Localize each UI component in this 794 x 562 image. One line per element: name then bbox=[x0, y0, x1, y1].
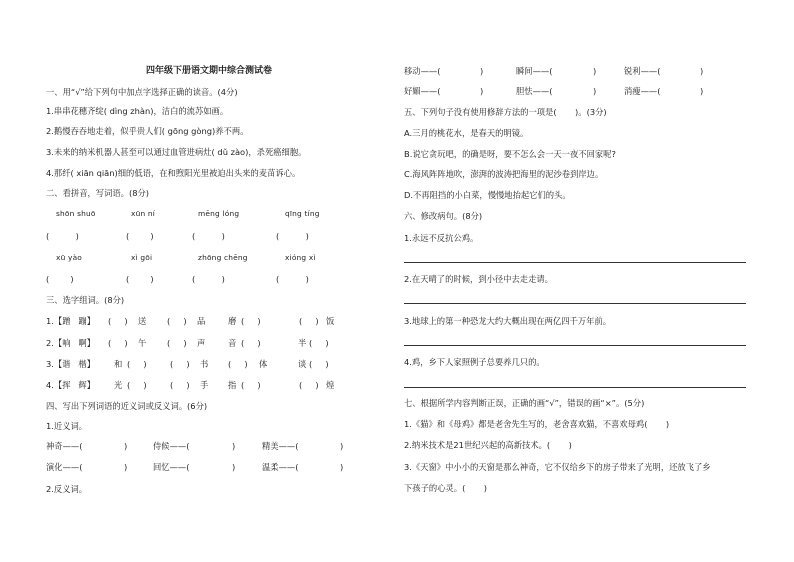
s3-paren[interactable]: ( ) bbox=[170, 359, 190, 369]
answer-paren-2[interactable]: ( ) bbox=[126, 231, 154, 241]
pinyin-6: xì gōi bbox=[131, 253, 153, 262]
s6-item-3: 3.地球上的第一种恐龙大约大概出现在两亿四千万年前。 bbox=[404, 316, 612, 326]
s4-close: ) bbox=[124, 441, 128, 451]
pinyin-1: shōn shuō bbox=[56, 209, 96, 218]
antonym-word: 瞬间——( bbox=[516, 66, 553, 76]
s3-word: 送 bbox=[138, 316, 147, 326]
answer-paren-7[interactable]: ( ) bbox=[192, 274, 225, 284]
s3-row-3-chars: 3.【谐 楷】 bbox=[46, 359, 96, 369]
answer-paren-3[interactable]: ( ) bbox=[192, 231, 225, 241]
s5-option-c: C.海风阵阵地吹，澎湃的波涛把海里的泥沙卷到岸边。 bbox=[404, 169, 604, 179]
s4-word: 演化——( bbox=[46, 462, 83, 472]
s4-word: 神奇——( bbox=[46, 441, 83, 451]
section-6-heading: 六、修改病句。(8分) bbox=[404, 211, 483, 221]
antonym-close: ) bbox=[593, 66, 597, 76]
section-5-heading: 五、下列句子没有使用修辞方法的一项是( )。(3分) bbox=[404, 107, 607, 117]
s4-close: ) bbox=[340, 441, 344, 451]
antonym-word: 锐利——( bbox=[624, 66, 661, 76]
s3-paren[interactable]: ( ) bbox=[309, 338, 329, 348]
answer-line[interactable] bbox=[404, 303, 746, 304]
answer-paren-8[interactable]: ( ) bbox=[276, 274, 309, 284]
s4-close: ) bbox=[232, 441, 236, 451]
s1-item-2: 2.鹅慢吞吞地走着，似乎贵人们( gōng gòng)养不两。 bbox=[46, 126, 249, 136]
s3-row-1-chars: 1.【蹭 蹦】 bbox=[46, 316, 96, 326]
s3-paren[interactable]: ( ) bbox=[309, 359, 329, 369]
s3-paren[interactable]: ( ) bbox=[241, 316, 261, 326]
antonym-close: ) bbox=[700, 66, 704, 76]
s3-word: 饭 bbox=[326, 316, 335, 326]
s7-item-2: 2.纳米技术是21世纪兴起的高新技术。( ) bbox=[404, 440, 572, 450]
s3-paren[interactable]: ( ) bbox=[127, 380, 147, 390]
s3-paren[interactable]: ( ) bbox=[167, 316, 187, 326]
pinyin-4: qīng tíng bbox=[285, 209, 320, 218]
s3-row-2-chars: 2.【响 啊】 bbox=[46, 338, 96, 348]
s3-paren[interactable]: ( ) bbox=[127, 359, 147, 369]
antonym-close: ) bbox=[480, 86, 484, 96]
answer-paren-4[interactable]: ( ) bbox=[276, 231, 309, 241]
section-7-heading: 七、根据所学内容判断正误，正确的画“√”，错误的画“×”。(5分) bbox=[404, 398, 645, 408]
s6-item-4: 4.鸡，乡下人家照例子总要养几只的。 bbox=[404, 357, 545, 367]
answer-paren-5[interactable]: ( ) bbox=[46, 274, 74, 284]
s4-word: 温柔——( bbox=[262, 462, 299, 472]
s3-paren[interactable]: ( ) bbox=[108, 338, 128, 348]
s3-word: 体 bbox=[259, 359, 268, 369]
s4-word: 精美——( bbox=[262, 441, 299, 451]
s3-word: 书 bbox=[200, 359, 209, 369]
section-1-heading: 一、用“√”给下列句中加点字选择正确的读音。(4分) bbox=[46, 87, 238, 97]
s4-close: ) bbox=[232, 462, 236, 472]
s3-paren[interactable]: ( ) bbox=[241, 338, 261, 348]
s3-paren[interactable]: ( ) bbox=[299, 380, 319, 390]
s4-close: ) bbox=[340, 462, 344, 472]
s3-word: 音 bbox=[228, 338, 237, 348]
s3-paren[interactable]: ( ) bbox=[170, 380, 190, 390]
s5-option-d: D.不再阻挡的小白菜，慢慢地抬起它们的头。 bbox=[404, 190, 571, 200]
section-4-heading: 四、写出下列词语的近义词或反义词。(6分) bbox=[46, 401, 208, 411]
s4-sub-2: 2.反义词。 bbox=[46, 484, 88, 494]
s3-word: 和 bbox=[114, 359, 123, 369]
s4-sub-1: 1.近义词。 bbox=[46, 421, 88, 431]
s3-paren[interactable]: ( ) bbox=[167, 338, 187, 348]
s6-item-1: 1.永远不反抗公鸡。 bbox=[404, 233, 479, 243]
section-2-heading: 二、看拼音，写词语。(8分) bbox=[46, 188, 150, 198]
s3-word: 午 bbox=[138, 338, 147, 348]
answer-line[interactable] bbox=[404, 262, 746, 263]
s3-paren[interactable]: ( ) bbox=[228, 359, 248, 369]
s3-paren[interactable]: ( ) bbox=[241, 380, 261, 390]
s3-word: 半 bbox=[298, 338, 307, 348]
antonym-word: 消瘦——( bbox=[624, 86, 661, 96]
section-3-heading: 三、选字组词。(8分) bbox=[46, 295, 125, 305]
s5-option-a: A.三月的桃花水，是春天的明镜。 bbox=[404, 128, 529, 138]
pinyin-7: zhōng chēng bbox=[198, 253, 248, 262]
s3-word: 品 bbox=[197, 316, 206, 326]
s4-word: 侍候——( bbox=[153, 441, 190, 451]
pinyin-5: xū yào bbox=[56, 253, 83, 262]
s7-item-1: 1.《猫》和《母鸡》都是老舍先生写的，老舍喜欢猫，不喜欢母鸡( ) bbox=[404, 419, 670, 429]
s3-word: 谈 bbox=[298, 359, 307, 369]
antonym-close: ) bbox=[480, 66, 484, 76]
s3-word: 手 bbox=[200, 380, 209, 390]
s3-paren[interactable]: ( ) bbox=[108, 316, 128, 326]
antonym-close: ) bbox=[700, 86, 704, 96]
s1-item-4: 4.那纤( xiān qiān)细的低语，在和煦阳光里被迫出头来的麦苗诉心。 bbox=[46, 168, 301, 178]
s3-word: 声 bbox=[197, 338, 206, 348]
s3-word: 光 bbox=[114, 380, 123, 390]
antonym-word: 移动——( bbox=[404, 66, 441, 76]
s3-word: 磨 bbox=[228, 316, 237, 326]
answer-paren-1[interactable]: ( ) bbox=[46, 231, 79, 241]
pinyin-8: xióng xì bbox=[285, 253, 316, 262]
answer-paren-6[interactable]: ( ) bbox=[126, 274, 154, 284]
s5-option-b: B.说它贪玩吧，的确是呀，要不怎么会一天一夜不回家呢? bbox=[404, 149, 616, 159]
answer-line[interactable] bbox=[404, 345, 746, 346]
s3-word: 煌 bbox=[326, 380, 335, 390]
s1-item-3: 3.未来的纳米机器人甚至可以通过血管进病灶( dǔ zào)，杀死癌细胞。 bbox=[46, 147, 307, 157]
antonym-close: ) bbox=[593, 86, 597, 96]
antonym-word: 好媚——( bbox=[404, 86, 441, 96]
pinyin-2: xūn ní bbox=[131, 209, 156, 218]
pinyin-3: mēng lóng bbox=[198, 209, 240, 218]
answer-line[interactable] bbox=[404, 387, 746, 388]
antonym-word: 胆怯——( bbox=[516, 86, 553, 96]
s3-paren[interactable]: ( ) bbox=[299, 316, 319, 326]
s7-item-3-cont: 下孩子的心灵。( ) bbox=[404, 483, 488, 493]
s7-item-3: 3.《天窗》中小小的天窗是那么神奇，它不仅给乡下的房子带来了光明，还放飞了乡 bbox=[404, 462, 711, 472]
s4-word: 回忆——( bbox=[153, 462, 190, 472]
s4-close: ) bbox=[124, 462, 128, 472]
s3-word: 指 bbox=[228, 380, 237, 390]
s3-row-4-chars: 4.【挥 辉】 bbox=[46, 380, 96, 390]
s1-item-1: 1.串串花穗齐绽( dìng zhàn)，洁白的流苏如画。 bbox=[46, 106, 229, 116]
s6-item-2: 2.在天晴了的时候，到小径中去走走请。 bbox=[404, 274, 553, 284]
page-title: 四年级下册语文期中综合测试卷 bbox=[146, 66, 273, 76]
